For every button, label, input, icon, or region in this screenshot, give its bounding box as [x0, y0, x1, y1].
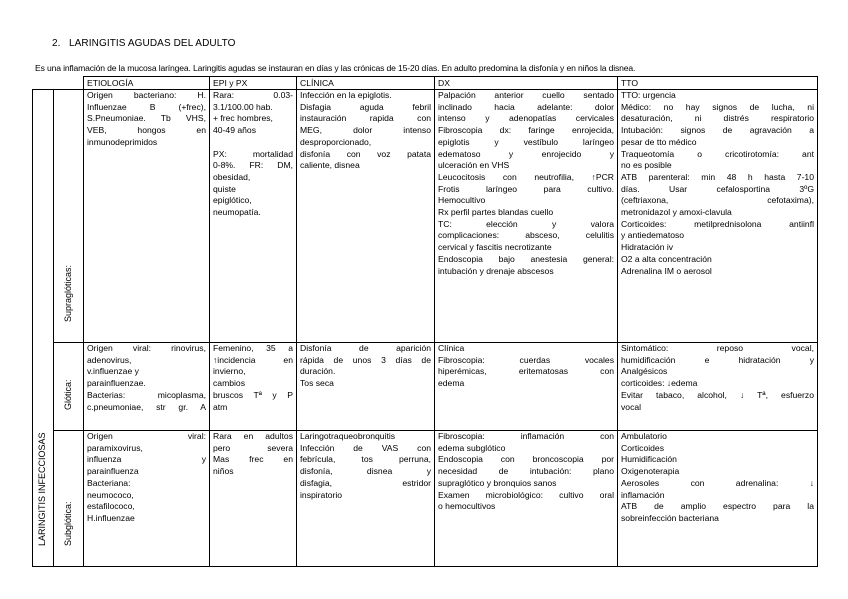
row-glotica: [33, 343, 818, 431]
cell-line: O2 a alta concentración: [621, 253, 712, 264]
cell-line: influenza y: [87, 454, 206, 465]
cell-line: Traqueotomía o cricotirotomía: ant: [621, 148, 814, 159]
cell-epi: [210, 90, 297, 343]
cell-line: estafilococo,: [87, 501, 135, 512]
cell-etiologia: [84, 90, 210, 343]
cell-line: cambios: [213, 378, 245, 389]
section-title: LARINGITIS AGUDAS DEL ADULTO: [69, 38, 236, 49]
cell-line: caliente, disnea: [300, 160, 360, 171]
cell-line: edematoso y enrojecido y: [438, 148, 614, 159]
cell-line: Oxigenoterapia: [621, 466, 680, 477]
cell-line: corticoides: ↓edema: [621, 378, 698, 389]
cell-line: TTO: urgencia: [621, 90, 676, 100]
cell-line: ↑incidencia en: [213, 354, 293, 365]
cell-line: Humidificación: [621, 454, 677, 465]
cell-line: 0-8%. FR: DM,: [213, 160, 293, 171]
cell-line: Evitar tabaco, alcohol, ↓ Tª, esfuerzo: [621, 389, 814, 400]
cell-line: días. Usar cefalosportina 3ºG: [621, 183, 814, 194]
cell-line: v.influenzae y: [87, 366, 139, 377]
header-epi-px: EPI y PX: [210, 77, 297, 90]
cell-line: adenovirus,: [87, 354, 132, 365]
cell-line: Laringotraqueobronquitis: [300, 431, 396, 441]
cell-line: Fibroscopia: cuerdas vocales: [438, 354, 614, 365]
cell-line: Endoscopia con broncoscopia por: [438, 454, 614, 465]
cell-line: disfonía con voz patata: [300, 148, 431, 159]
cell-line: vocal: [621, 401, 642, 412]
cell-line: inmunodeprimidos: [87, 136, 158, 147]
cell-line: Bacterias: micoplasma,: [87, 389, 206, 400]
cell-line: PX: mortalidad: [213, 148, 293, 159]
group-label-cell: [33, 90, 54, 567]
cell-line: ATB parenteral: min 48 h hasta 7-10: [621, 171, 814, 182]
cell-line: Leucocitosis con neutrofilia, ↑PCR: [438, 171, 614, 182]
cell-line: disfonía, disnea y: [300, 466, 431, 477]
cell-line: Aerosoles con adrenalina: ↓: [621, 477, 814, 488]
cell-clinica: [297, 90, 435, 343]
cell-line: VEB, hongos en: [87, 125, 206, 136]
cell-line: Fibroscopia: inflamación con: [438, 431, 614, 441]
cell-line: Ambulatorio: [621, 431, 667, 441]
cell-line: intubación y drenaje abscesos: [438, 265, 554, 276]
cell-dx: [435, 431, 618, 567]
cell-line: y antiedematoso: [621, 230, 685, 241]
cell-line: Rara en adultos: [213, 431, 293, 441]
cell-line: bruscos Tª y P: [213, 389, 293, 400]
cell-etiologia: [84, 431, 210, 567]
cell-line: Clínica: [438, 343, 465, 353]
cell-tto: [618, 90, 818, 343]
header-tto: TTO: [618, 77, 818, 90]
cell-line: Adrenalina IM o aerosol: [621, 265, 712, 276]
cell-line: disfagia, estridor: [300, 477, 431, 488]
cell-line: cervical y fascitis necrotizante: [438, 242, 552, 253]
cell-line: rápida de unos 3 días de: [300, 354, 431, 365]
cell-line: obesidad,: [213, 171, 251, 182]
cell-tto: [618, 343, 818, 431]
header-row: [33, 77, 818, 90]
cell-tto: [618, 431, 818, 567]
section-number: 2.: [52, 38, 61, 49]
row-label-cell: [54, 90, 84, 343]
cell-line: H.influenzae: [87, 512, 135, 523]
cell-line: inclinado hacia adelante: dolor: [438, 101, 614, 112]
cell-dx: [435, 343, 618, 431]
cell-line: + frec hombres,: [213, 113, 273, 124]
cell-line: ATB de amplio espectro para la: [621, 501, 814, 512]
cell-line: Origen bacteriano: H.: [87, 90, 206, 100]
cell-line: quiste: [213, 183, 236, 194]
cell-line: edema: [438, 378, 465, 389]
cell-etiologia: [84, 343, 210, 431]
cell-line: Frotis laríngeo para cultivo.: [438, 183, 614, 194]
cell-line: (ceftriaxona, cefotaxima),: [621, 195, 814, 206]
cell-line: S.Pneumoniae. Tb VHS,: [87, 113, 206, 124]
row-supraglotica: [33, 90, 818, 343]
cell-line: complicaciones: absceso, celulitis: [438, 230, 614, 241]
cell-line: paramixovirus,: [87, 442, 143, 453]
cell-line: neumopatía.: [213, 207, 261, 218]
cell-line: Influenzae B (+frec),: [87, 101, 206, 112]
cell-line: Intubación: signos de agravación a: [621, 125, 814, 136]
group-label: LARINGITIS INFECCIOSAS: [37, 432, 48, 547]
cell-line: Disfagia aguda febril: [300, 101, 431, 112]
cell-line: febrícula, tos perruna,: [300, 454, 431, 465]
cell-clinica: [297, 343, 435, 431]
header-corner: [33, 77, 84, 90]
cell-line: 40-49 años: [213, 125, 257, 136]
cell-line: inspiratorio: [300, 489, 343, 500]
cell-line: epiglótico,: [213, 195, 252, 206]
cell-line: humidificación e hidratación y: [621, 354, 814, 365]
cell-line: Rx perfil partes blandas cuello: [438, 207, 554, 218]
row-label: Supraglóticas:: [62, 265, 73, 323]
cell-line: Hemocultivo: [438, 195, 486, 206]
header-clinica: CLÍNICA: [297, 77, 435, 90]
cell-line: parainfluenzae.: [87, 378, 146, 389]
cell-line: no es posible: [621, 160, 672, 171]
cell-line: Analgésicos: [621, 366, 668, 377]
cell-line: Infección de VAS con: [300, 442, 431, 453]
row-label: Subglótica:: [62, 501, 73, 547]
cell-line: [213, 137, 293, 149]
header-etiologia: ETIOLOGÍA: [84, 77, 210, 90]
cell-line: pesar de tto médico: [621, 136, 697, 147]
cell-line: Hidratación iv: [621, 242, 674, 253]
cell-line: instauración rapida con: [300, 113, 431, 124]
cell-line: edema subglótico: [438, 442, 506, 453]
cell-line: o hemocultivos: [438, 501, 496, 512]
row-subglotica: [33, 431, 818, 567]
cell-line: duración.: [300, 366, 336, 377]
cell-line: Origen viral:: [87, 431, 206, 441]
cell-line: sobreinfección bacteriana: [621, 512, 719, 523]
cell-line: desaturación, ni distrés respiratorio: [621, 113, 814, 124]
cell-line: Disfonía de aparición: [300, 343, 431, 353]
cell-line: invierno,: [213, 366, 246, 377]
cell-line: TC: elección y valora: [438, 218, 614, 229]
cell-line: hiperémicas, eritematosas con: [438, 366, 614, 377]
cell-line: Médico: no hay signos de lucha, ni: [621, 101, 814, 112]
cell-line: Examen microbiológico: cultivo oral: [438, 489, 614, 500]
cell-dx: [435, 90, 618, 343]
cell-line: supraglótico y bronquios sanos: [438, 477, 557, 488]
cell-line: c.pneumoniae, str gr. A: [87, 401, 206, 412]
cell-line: Endoscopia bajo anestesia general:: [438, 253, 614, 264]
cell-line: Fibroscopia dx: faringe enrojecida,: [438, 125, 614, 136]
cell-line: epiglotis y vestíbulo laríngeo: [438, 136, 614, 147]
cell-line: atm: [213, 401, 228, 412]
cell-line: Origen viral: rinovirus,: [87, 343, 206, 353]
cell-line: Mas frec en: [213, 454, 293, 465]
cell-clinica: [297, 431, 435, 567]
intro-paragraph: Es una inflamación de la mucosa laríngea. Laringitis agudas se instauran en días y las crónicas de 15-20 días. En adulto predomina la disfonía y en niños la disnea.: [35, 63, 636, 73]
cell-line: desproporcionado,: [300, 136, 372, 147]
cell-line: 3.1/100.00 hab.: [213, 101, 273, 112]
cell-line: Corticoides: metilprednisolona antiinfl: [621, 218, 814, 229]
cell-line: parainfluenza: [87, 466, 139, 477]
header-dx: DX: [435, 77, 618, 90]
cell-line: Bacteriana:: [87, 477, 131, 488]
row-label-cell: [54, 343, 84, 431]
cell-line: neumococo,: [87, 489, 134, 500]
cell-line: pero severa: [213, 442, 293, 453]
cell-line: ulceración en VHS: [438, 160, 510, 171]
row-label-cell: [54, 431, 84, 567]
cell-line: metronidazol y amoxi-clavula: [621, 207, 732, 218]
cell-line: MEG, dolor intenso: [300, 125, 431, 136]
cell-line: Sintomático: reposo vocal,: [621, 343, 814, 353]
cell-line: Rara: 0.03-: [213, 90, 293, 100]
cell-line: niños: [213, 466, 234, 477]
cell-line: Femenino, 35 a: [213, 343, 293, 353]
cell-epi: [210, 431, 297, 567]
cell-line: Palpación anterior cuello sentado: [438, 90, 614, 100]
cell-line: Infección en la epiglotis.: [300, 90, 392, 100]
cell-line: Corticoides: [621, 442, 664, 453]
cell-line: necesidad de intubación: plano: [438, 466, 614, 477]
laryngitis-table: [32, 76, 818, 567]
cell-line: Tos seca: [300, 378, 334, 389]
cell-epi: [210, 343, 297, 431]
row-label: Glótica:: [62, 379, 73, 411]
cell-line: intenso y adenopatías cervicales: [438, 113, 614, 124]
cell-line: inflamación: [621, 489, 665, 500]
section-heading: [52, 38, 236, 49]
